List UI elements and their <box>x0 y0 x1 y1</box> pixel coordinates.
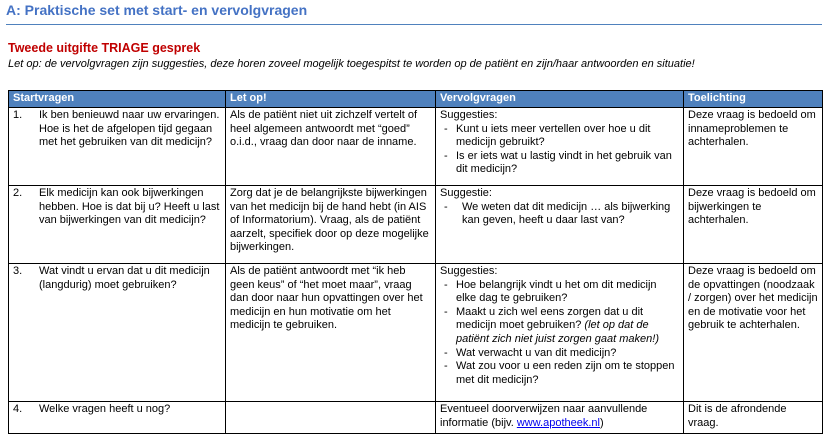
list-item: - We weten dat dit medicijn … als bijwerking kan geven, heeft u daar last van? <box>440 201 679 228</box>
toelichting-cell: Deze vraag is bedoeld om innameproblemen te achterhalen. <box>684 108 823 186</box>
document-subtitle: Tweede uitgifte TRIAGE gesprek <box>8 41 201 55</box>
start-question: Wat vindt u ervan dat u dit medicijn (langdurig) moet gebruiken? <box>39 265 210 291</box>
table-row <box>9 108 823 186</box>
list-item: - Kunt u iets meer vertellen over hoe u dit medicijn gebruikt? <box>440 123 679 150</box>
row-number: 2. <box>13 187 23 199</box>
toelichting-cell: Dit is de afrondende vraag. <box>684 402 823 434</box>
question-table <box>8 90 823 434</box>
list-item: - Hoe belangrijk vindt u het om dit medicijn elke dag te gebruiken? <box>440 279 679 306</box>
let-op-cell: Zorg dat je de belangrijkste bijwerkingen van het medicijn bij de hand hebt (in AIS of Informatorium). Vraag, als de patiënt aarzelt, specifiek door op deze mogelijke bijwerkingen. <box>226 186 436 264</box>
vervolg-cell <box>436 264 684 402</box>
list-item-text: Maakt u zich wel eens zorgen dat u dit medicijn moet gebruiken? <box>456 305 644 332</box>
vervolg-heading: Suggestie: <box>440 187 492 199</box>
warning-italic: (let op dat de patiënt zich niet juist zorgen gaat maken!) <box>456 319 660 345</box>
vervolg-cell <box>436 402 684 434</box>
header-let-op: Let op! <box>226 91 436 108</box>
document-note: Let op: de vervolgvragen zijn suggesties, deze horen zoveel mogelijk toegespitst te worden op de patiënt en zijn/haar antwoorden en situatie! <box>8 58 695 70</box>
let-op-cell <box>226 402 436 434</box>
vervolg-text-end: ) <box>600 416 604 429</box>
start-question-cell <box>9 108 226 186</box>
start-question: Ik ben benieuwd naar uw ervaringen. Hoe is het de afgelopen tijd gegaan met het gebruiken van dit medicijn? <box>39 109 220 149</box>
list-item: - Wat zou voor u een reden zijn om te stoppen met dit medicijn? <box>440 360 679 387</box>
apotheek-link[interactable]: www.apotheek.nl <box>516 416 600 429</box>
vervolg-heading: Suggesties: <box>440 265 498 277</box>
list-item: - Wat verwacht u van dit medicijn? <box>440 347 679 361</box>
table-row <box>9 186 823 264</box>
start-question: Welke vragen heeft u nog? <box>39 403 171 415</box>
table-row <box>9 264 823 402</box>
list-item <box>440 306 679 347</box>
vervolg-heading: Suggesties: <box>440 109 498 121</box>
table-row <box>9 402 823 434</box>
header-toelichting: Toelichting <box>684 91 823 108</box>
row-number: 1. <box>13 109 23 121</box>
let-op-cell: Als de patiënt niet uit zichzelf vertelt of heel algemeen antwoordt met “goed” o.i.d., vraag dan door naar de inname. <box>226 108 436 186</box>
vervolg-cell <box>436 186 684 264</box>
vervolg-list <box>440 123 679 177</box>
start-question-cell <box>9 186 226 264</box>
table-header-row <box>9 91 823 108</box>
list-item: - Is er iets wat u lastig vindt in het gebruik van dit medicijn? <box>440 150 679 177</box>
vervolg-list <box>440 201 679 228</box>
vervolg-text: Eventueel doorverwijzen naar aanvullende informatie (bijv. <box>440 403 648 429</box>
start-question-cell <box>9 402 226 434</box>
start-question: Elk medicijn kan ook bijwerkingen hebben. Hoe is dat bij u? Heeft u last van bijwerkingen van dit medicijn? <box>39 187 220 227</box>
vervolg-cell <box>436 108 684 186</box>
header-startvragen: Startvragen <box>9 91 226 108</box>
header-vervolgvragen: Vervolgvragen <box>436 91 684 108</box>
document-title: A: Praktische set met start- en vervolgvragen <box>6 2 308 18</box>
start-question-cell <box>9 264 226 402</box>
toelichting-cell: Deze vraag is bedoeld om de opvattingen (noodzaak / zorgen) over het medicijn en de motivatie voor het gebruik te achterhalen. <box>684 264 823 402</box>
row-number: 3. <box>13 265 23 277</box>
title-rule <box>6 24 822 25</box>
toelichting-cell: Deze vraag is bedoeld om bijwerkingen te achterhalen. <box>684 186 823 264</box>
let-op-cell: Als de patiënt antwoordt met “ik heb geen keus” of “het moet maar”, vraag dan door naar hun opvattingen over het medicijn en hun motivatie om het medicijn te gebruiken. <box>226 264 436 402</box>
vervolg-list <box>440 279 679 388</box>
row-number: 4. <box>13 403 23 415</box>
